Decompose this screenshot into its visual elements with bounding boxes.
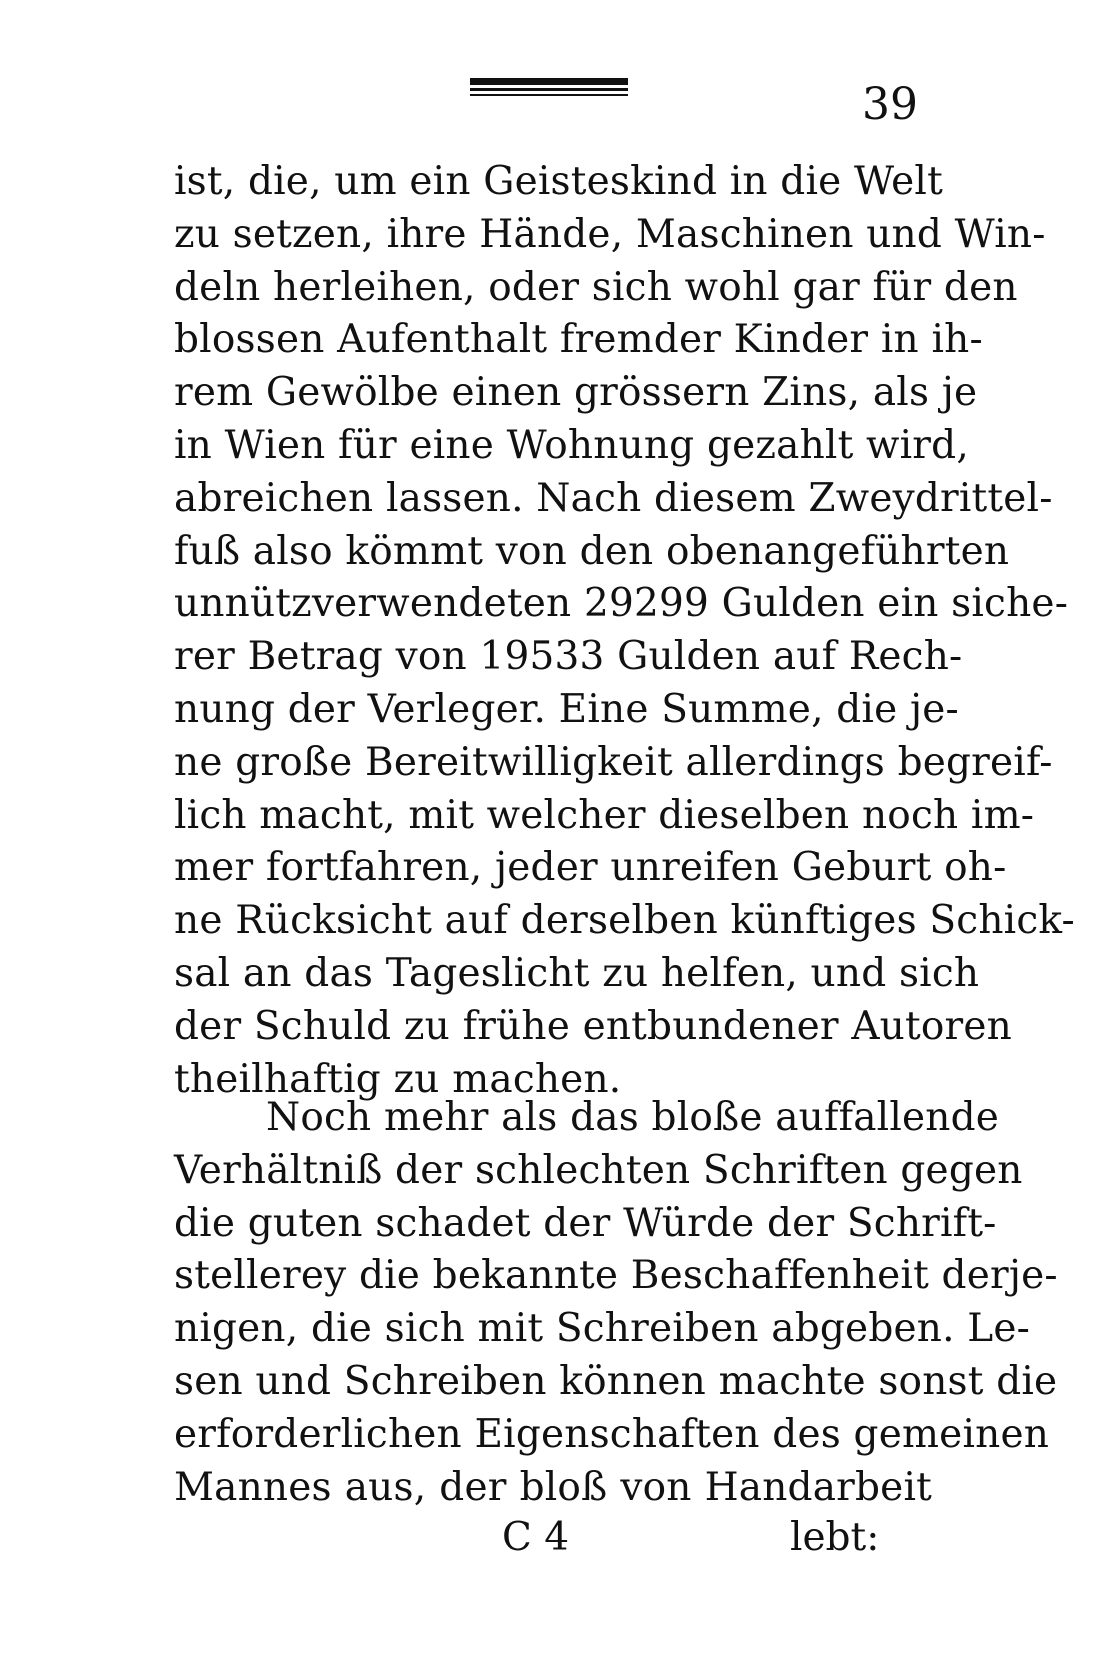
page-number: 39 xyxy=(862,79,918,130)
ornament-bar xyxy=(470,88,628,91)
catchword: lebt: xyxy=(790,1515,880,1560)
text-line: fuß also kömmt von den obenangeführten xyxy=(174,528,1010,574)
text-line: unnützverwendeten 29299 Gulden ein siche- xyxy=(174,581,1069,627)
page-footer xyxy=(0,1510,1094,1566)
header-ornament xyxy=(470,78,628,104)
text-line: erforderlichen Eigenschaften des gemeinen xyxy=(174,1411,1050,1457)
text-line: rem Gewölbe einen grössern Zins, als je xyxy=(174,370,978,416)
text-line: sen und Schreiben können machte sonst die xyxy=(174,1358,1058,1404)
text-line: sal an das Tageslicht zu helfen, und sich xyxy=(174,950,980,996)
ornament-bar xyxy=(470,78,628,85)
signature-mark: C 4 xyxy=(502,1515,570,1560)
paragraph-2 xyxy=(174,1092,1058,1514)
ornament-bar xyxy=(470,94,628,96)
text-line: die guten schadet der Würde der Schrift- xyxy=(174,1200,997,1246)
text-line: ist, die, um ein Geisteskind in die Welt xyxy=(174,159,943,204)
text-line: Mannes aus, der bloß von Handarbeit xyxy=(174,1464,932,1510)
text-line: der Schuld zu frühe entbundener Autoren xyxy=(174,1003,1012,1049)
text-line: abreichen lassen. Nach diesem Zweydrittel- xyxy=(174,475,1053,521)
text-line: theilhaftig zu machen. xyxy=(174,1056,622,1102)
paragraph-1 xyxy=(174,156,1075,1106)
text-line: ne große Bereitwilligkeit allerdings begreif- xyxy=(174,739,1053,785)
text-line: zu setzen, ihre Hände, Maschinen und Win- xyxy=(174,211,1046,257)
text-line: Verhältniß der schlechten Schriften gegen xyxy=(174,1147,1023,1193)
text-line: nung der Verleger. Eine Summe, die je- xyxy=(174,686,959,732)
text-line: rer Betrag von 19533 Gulden auf Rech- xyxy=(174,634,963,680)
text-line: in Wien für eine Wohnung gezahlt wird, xyxy=(174,422,969,468)
text-line: ne Rücksicht auf derselben künftiges Schick- xyxy=(174,898,1075,944)
text-line: deln herleihen, oder sich wohl gar für den xyxy=(174,264,1018,310)
text-line: stellerey die bekannte Beschaffenheit derje- xyxy=(174,1253,1058,1299)
text-line: Noch mehr als das bloße auffallende xyxy=(266,1095,1000,1140)
text-line: lich macht, mit welcher dieselben noch im- xyxy=(174,792,1035,838)
text-line: nigen, die sich mit Schreiben abgeben. Le- xyxy=(174,1306,1031,1352)
text-line: blossen Aufenthalt fremder Kinder in ih- xyxy=(174,317,983,363)
text-line: mer fortfahren, jeder unreifen Geburt oh- xyxy=(174,845,1007,891)
